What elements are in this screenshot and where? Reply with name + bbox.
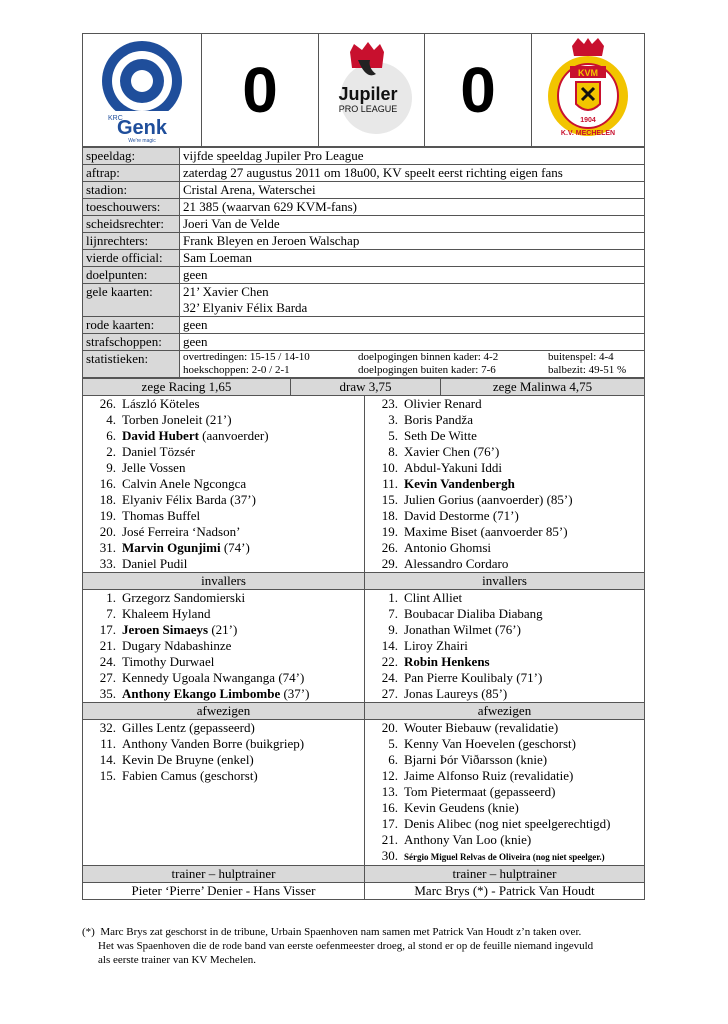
player-number: 21. xyxy=(381,832,398,847)
info-label: toeschouwers: xyxy=(83,199,180,216)
info-value: Sam Loeman xyxy=(180,250,645,267)
player-note: (enkel) xyxy=(213,752,254,767)
footnote xyxy=(82,925,652,967)
player-name: Grzegorz Sandomierski xyxy=(122,590,246,605)
player-name: Anthony Vanden Borre xyxy=(122,736,243,751)
player-note: (71’) xyxy=(489,508,519,523)
player-number: 24. xyxy=(381,670,398,685)
info-row xyxy=(83,250,645,267)
red-cards-label: rode kaarten: xyxy=(83,317,180,334)
player-number: 19. xyxy=(381,524,398,539)
stat-offside: buitenspel: 4-4 xyxy=(548,351,614,363)
player-note: (nog niet speelgerechtigd) xyxy=(471,816,611,831)
player-row xyxy=(83,622,645,638)
player-name: Jonathan Wilmet xyxy=(404,622,492,637)
player-number: 17. xyxy=(381,816,398,831)
trainers-away: Marc Brys (*) - Patrick Van Houdt xyxy=(365,883,645,900)
player-name: Antonio Ghomsi xyxy=(404,540,492,555)
player-cell xyxy=(365,768,645,784)
player-number: 8. xyxy=(388,444,398,459)
home-score: 0 xyxy=(242,54,278,126)
trainer-row xyxy=(83,883,645,900)
player-note: (nog niet speelger.) xyxy=(530,852,605,862)
player-cell xyxy=(83,460,365,476)
player-number: 15. xyxy=(99,768,116,783)
player-name: Jelle Vossen xyxy=(122,460,186,475)
footnote-line-2: Het was Spaenhoven die de rode band van eerste oefenmeester droeg, al stond er op de feuille niemand ingevuld xyxy=(98,940,594,952)
player-row xyxy=(83,768,645,784)
player-name: Daniel Pudil xyxy=(122,556,188,571)
player-name: Wouter Biebauw xyxy=(404,720,492,735)
genk-logo-sub: KRC xyxy=(108,115,123,122)
player-cell xyxy=(83,396,365,412)
penalties-label: strafschoppen: xyxy=(83,334,180,351)
player-row xyxy=(83,540,645,556)
trainer-header xyxy=(83,866,645,883)
player-number: 9. xyxy=(106,460,116,475)
player-name: Alessandro Cordaro xyxy=(404,556,509,571)
penalties-row xyxy=(83,334,645,351)
player-name: Boubacar Dialiba Diabang xyxy=(404,606,543,621)
player-cell xyxy=(365,428,645,444)
player-cell xyxy=(83,540,365,556)
player-number: 4. xyxy=(106,412,116,427)
player-number: 19. xyxy=(99,508,116,523)
home-logo-cell xyxy=(83,34,202,146)
player-number: 35. xyxy=(99,686,116,701)
player-name: Abdul-Yakuni Iddi xyxy=(404,460,502,475)
player-number: 5. xyxy=(388,736,398,751)
yellow-cards-row xyxy=(83,284,645,317)
player-name: Denis Alibec xyxy=(404,816,472,831)
player-number: 18. xyxy=(381,508,398,523)
player-cell xyxy=(83,670,365,686)
subs-label-away: invallers xyxy=(365,573,645,590)
genk-logo-name: Genk xyxy=(116,117,168,139)
player-cell xyxy=(365,396,645,412)
player-cell xyxy=(83,654,365,670)
player-note: (geschorst) xyxy=(514,736,576,751)
player-number: 9. xyxy=(388,622,398,637)
player-note: (37’) xyxy=(280,686,310,701)
player-cell xyxy=(365,412,645,428)
player-row xyxy=(83,508,645,524)
player-name: Anthony Van Loo xyxy=(404,832,497,847)
player-cell xyxy=(365,444,645,460)
odds-draw: draw 3,75 xyxy=(291,379,441,396)
player-number: 33. xyxy=(99,556,116,571)
player-note: (85’) xyxy=(478,686,508,701)
player-name: Seth De Witte xyxy=(404,428,477,443)
player-number: 26. xyxy=(381,540,398,555)
player-cell xyxy=(365,670,645,686)
player-cell xyxy=(83,768,365,784)
player-number: 12. xyxy=(381,768,398,783)
player-number: 29. xyxy=(381,556,398,571)
player-name: Anthony Ekango Limbombe xyxy=(122,686,281,701)
info-value: vijfde speeldag Jupiler Pro League xyxy=(180,148,645,165)
match-info-table xyxy=(82,147,645,378)
player-cell xyxy=(365,720,645,737)
trainer-label-home: trainer – hulptrainer xyxy=(83,866,365,883)
home-score-cell xyxy=(202,34,319,146)
stat-corners: hoekschoppen: 2-0 / 2-1 xyxy=(183,364,290,376)
player-note: (revalidatie) xyxy=(506,768,574,783)
player-name: Calvin Anele Ngcongca xyxy=(122,476,247,491)
player-number: 16. xyxy=(99,476,116,491)
player-cell xyxy=(365,832,645,848)
player-note: (aanvoerder) xyxy=(198,428,269,443)
yellow-cards-label: gele kaarten: xyxy=(83,284,180,317)
player-row xyxy=(83,590,645,607)
player-row xyxy=(83,412,645,428)
odds-home: zege Racing 1,65 xyxy=(83,379,291,396)
player-note: (buikgriep) xyxy=(242,736,305,751)
away-score: 0 xyxy=(460,54,496,126)
player-number: 2. xyxy=(106,444,116,459)
lineups-table xyxy=(82,396,645,900)
kvm-logo-year: 1904 xyxy=(580,117,596,124)
player-name: David Destorme xyxy=(404,508,490,523)
jupiler-pro-league-logo xyxy=(326,40,418,140)
player-note: (gepasseerd) xyxy=(486,784,556,799)
player-number: 30. xyxy=(381,848,398,863)
player-row xyxy=(83,396,645,412)
player-cell xyxy=(365,622,645,638)
player-number: 1. xyxy=(106,590,116,605)
player-cell xyxy=(365,686,645,703)
info-label: scheidsrechter: xyxy=(83,216,180,233)
player-number: 10. xyxy=(381,460,398,475)
player-number: 31. xyxy=(99,540,116,555)
player-note: (76’) xyxy=(470,444,500,459)
info-row xyxy=(83,199,645,216)
player-name: Kevin Geudens xyxy=(404,800,485,815)
statistics-value xyxy=(180,351,645,378)
player-number: 14. xyxy=(99,752,116,767)
absent-label-away: afwezigen xyxy=(365,703,645,720)
player-row xyxy=(83,752,645,768)
empty-cell xyxy=(83,816,365,832)
player-row xyxy=(83,460,645,476)
player-row xyxy=(83,476,645,492)
player-number: 16. xyxy=(381,800,398,815)
info-label: vierde official: xyxy=(83,250,180,267)
player-cell xyxy=(365,736,645,752)
info-value: zaterdag 27 augustus 2011 om 18u00, KV speelt eerst richting eigen fans xyxy=(180,165,645,182)
away-score-cell xyxy=(425,34,532,146)
player-cell xyxy=(83,736,365,752)
player-cell xyxy=(83,412,365,428)
player-number: 24. xyxy=(99,654,116,669)
player-name: José Ferreira ‘Nadson’ xyxy=(122,524,241,539)
player-number: 13. xyxy=(381,784,398,799)
player-name: Maxime Biset xyxy=(404,524,478,539)
player-row xyxy=(83,524,645,540)
info-row xyxy=(83,182,645,199)
player-row xyxy=(83,444,645,460)
player-name: Julien Gorius xyxy=(404,492,474,507)
trainer-label-away: trainer – hulptrainer xyxy=(365,866,645,883)
info-row xyxy=(83,148,645,165)
player-number: 26. xyxy=(99,396,116,411)
player-name: Daniel Tözsér xyxy=(122,444,196,459)
info-label: speeldag: xyxy=(83,148,180,165)
player-name: Kevin Vandenbergh xyxy=(404,476,515,491)
info-row xyxy=(83,165,645,182)
player-cell xyxy=(83,720,365,737)
player-cell xyxy=(365,476,645,492)
player-number: 32. xyxy=(99,720,116,735)
player-row xyxy=(83,606,645,622)
player-cell xyxy=(365,752,645,768)
player-name: Jaime Alfonso Ruiz xyxy=(404,768,507,783)
player-name: Thomas Buffel xyxy=(122,508,201,523)
player-number: 15. xyxy=(381,492,398,507)
stat-shots-off-target: doelpogingen buiten kader: 7-6 xyxy=(358,364,496,376)
empty-cell xyxy=(83,848,365,866)
player-name: Dugary Ndabashinze xyxy=(122,638,232,653)
player-note: (74’) xyxy=(275,670,305,685)
league-logo-cell xyxy=(319,34,425,146)
subs-label-home: invallers xyxy=(83,573,365,590)
player-name: Khaleem Hyland xyxy=(122,606,211,621)
info-label: aftrap: xyxy=(83,165,180,182)
player-cell xyxy=(365,590,645,607)
stat-shots-on-target: doelpogingen binnen kader: 4-2 xyxy=(358,351,499,363)
stat-possession: balbezit: 49-51 % xyxy=(548,364,627,376)
kvm-logo-top: KVM xyxy=(578,68,598,78)
player-number: 11. xyxy=(382,476,398,491)
player-cell xyxy=(365,638,645,654)
player-cell xyxy=(365,524,645,540)
player-name: Jonas Laureys xyxy=(404,686,479,701)
player-note: (knie) xyxy=(496,832,532,847)
player-note: (21’) xyxy=(208,622,238,637)
player-number: 1. xyxy=(388,590,398,605)
info-value: Joeri Van de Velde xyxy=(180,216,645,233)
genk-logo xyxy=(94,37,190,143)
subs-header xyxy=(83,573,645,590)
player-number: 5. xyxy=(388,428,398,443)
player-cell xyxy=(365,654,645,670)
player-note: (geschorst) xyxy=(196,768,258,783)
player-row xyxy=(83,670,645,686)
red-cards-value: geen xyxy=(180,317,645,334)
odds-table xyxy=(82,378,645,396)
player-cell xyxy=(83,476,365,492)
empty-cell xyxy=(83,800,365,816)
player-note: (knie) xyxy=(512,752,548,767)
player-cell xyxy=(83,606,365,622)
player-number: 7. xyxy=(106,606,116,621)
player-cell xyxy=(83,524,365,540)
player-cell xyxy=(83,428,365,444)
player-name: Marvin Ogunjimi xyxy=(122,540,221,555)
player-name: Liroy Zhairi xyxy=(404,638,468,653)
player-number: 20. xyxy=(381,720,398,735)
player-cell xyxy=(365,556,645,573)
odds-away: zege Malinwa 4,75 xyxy=(441,379,645,396)
player-name: Jeroen Simaeys xyxy=(122,622,209,637)
player-name: Gilles Lentz xyxy=(122,720,186,735)
statistics-row xyxy=(83,351,645,378)
footnote-line-3: als eerste trainer van KV Mechelen. xyxy=(98,954,257,966)
footnote-line-1: Marc Brys zat geschorst in de tribune, Urbain Spaenhoven nam samen met Patrick Van Houdt z’n taken over. xyxy=(100,926,582,938)
player-name: Olivier Renard xyxy=(404,396,482,411)
player-note: (aanvoerder) (85’) xyxy=(473,492,573,507)
player-note: (aanvoerder 85’) xyxy=(477,524,568,539)
player-name: Xavier Chen xyxy=(404,444,471,459)
info-value: Cristal Arena, Waterschei xyxy=(180,182,645,199)
player-cell xyxy=(365,606,645,622)
match-header xyxy=(82,33,645,147)
player-name: Timothy Durwael xyxy=(122,654,215,669)
player-row xyxy=(83,686,645,703)
match-sheet xyxy=(82,33,645,900)
info-row xyxy=(83,216,645,233)
player-cell xyxy=(365,800,645,816)
player-name: Kenny Van Hoevelen xyxy=(404,736,515,751)
player-name: Kennedy Ugoala Nwanganga xyxy=(122,670,276,685)
player-row xyxy=(83,428,645,444)
player-name: Pan Pierre Koulibaly xyxy=(404,670,514,685)
player-row xyxy=(83,832,645,848)
player-number: 6. xyxy=(106,428,116,443)
player-row xyxy=(83,816,645,832)
player-name: Bjarni Þór Viðarsson xyxy=(404,752,513,767)
kvm-logo-bottom: K.V. MECHELEN xyxy=(560,130,616,137)
player-cell xyxy=(365,784,645,800)
player-number: 23. xyxy=(381,396,398,411)
player-cell xyxy=(83,752,365,768)
goals-row xyxy=(83,267,645,284)
player-row xyxy=(83,800,645,816)
player-name: Boris Pandža xyxy=(404,412,473,427)
footnote-mark: (*) xyxy=(82,926,95,938)
player-number: 17. xyxy=(99,622,116,637)
player-cell xyxy=(83,638,365,654)
away-logo-cell xyxy=(532,34,644,146)
player-number: 14. xyxy=(381,638,398,653)
player-row xyxy=(83,720,645,737)
info-value: 21 385 (waarvan 629 KVM-fans) xyxy=(180,199,645,216)
player-name: David Hubert xyxy=(122,428,199,443)
player-cell xyxy=(365,508,645,524)
player-row xyxy=(83,556,645,573)
player-name: László Köteles xyxy=(122,396,200,411)
player-cell xyxy=(83,508,365,524)
player-cell xyxy=(83,686,365,703)
player-note: (knie) xyxy=(484,800,519,815)
goals-label: doelpunten: xyxy=(83,267,180,284)
info-label: lijnrechters: xyxy=(83,233,180,250)
kv-mechelen-logo xyxy=(542,38,634,142)
player-row xyxy=(83,784,645,800)
goals-value: geen xyxy=(180,267,645,284)
player-number: 22. xyxy=(381,654,398,669)
player-cell xyxy=(83,492,365,508)
empty-cell xyxy=(83,784,365,800)
player-number: 27. xyxy=(99,670,116,685)
player-name: Clint Alliet xyxy=(404,590,463,605)
player-cell xyxy=(83,444,365,460)
player-name: Robin Henkens xyxy=(404,654,490,669)
player-row xyxy=(83,848,645,866)
player-number: 7. xyxy=(388,606,398,621)
player-cell xyxy=(365,848,645,866)
player-row xyxy=(83,638,645,654)
player-name: Kevin De Bruyne xyxy=(122,752,214,767)
player-cell xyxy=(365,540,645,556)
player-name: Fabien Camus xyxy=(122,768,197,783)
player-row xyxy=(83,736,645,752)
player-name: Torben Joneleit xyxy=(122,412,203,427)
penalties-value: geen xyxy=(180,334,645,351)
player-number: 21. xyxy=(99,638,116,653)
yellow-card-2: 32’ Elyaniv Félix Barda xyxy=(183,300,308,315)
info-row xyxy=(83,233,645,250)
player-number: 18. xyxy=(99,492,116,507)
empty-cell xyxy=(83,832,365,848)
statistics-label: statistieken: xyxy=(83,351,180,378)
player-cell xyxy=(365,816,645,832)
yellow-card-1: 21’ Xavier Chen xyxy=(183,284,269,299)
trainers-home: Pieter ‘Pierre’ Denier - Hans Visser xyxy=(83,883,365,900)
player-number: 20. xyxy=(99,524,116,539)
player-note: (71’) xyxy=(513,670,543,685)
info-label: stadion: xyxy=(83,182,180,199)
red-cards-row xyxy=(83,317,645,334)
player-note: (gepasseerd) xyxy=(185,720,255,735)
player-number: 3. xyxy=(388,412,398,427)
player-number: 11. xyxy=(100,736,116,751)
player-cell xyxy=(365,460,645,476)
league-logo-name: Jupiler xyxy=(337,84,398,104)
player-name: Elyaniv Félix Barda xyxy=(122,492,227,507)
player-note: (revalidatie) xyxy=(491,720,559,735)
player-cell xyxy=(83,590,365,607)
player-note: (76’) xyxy=(491,622,521,637)
player-note: (74’) xyxy=(220,540,250,555)
player-row xyxy=(83,654,645,670)
player-number: 6. xyxy=(388,752,398,767)
yellow-cards-value xyxy=(180,284,645,317)
league-logo-sub: PRO LEAGUE xyxy=(338,104,397,114)
player-cell xyxy=(83,622,365,638)
genk-logo-slogan: We're magic xyxy=(128,138,156,143)
absent-label-home: afwezigen xyxy=(83,703,365,720)
absent-header xyxy=(83,703,645,720)
player-note: (37’) xyxy=(226,492,256,507)
player-note: (21’) xyxy=(202,412,232,427)
player-cell xyxy=(83,556,365,573)
player-name: Sérgio Miguel Relvas de Oliveira xyxy=(404,852,531,862)
player-row xyxy=(83,492,645,508)
info-value: Frank Bleyen en Jeroen Walschap xyxy=(180,233,645,250)
player-number: 27. xyxy=(381,686,398,701)
player-cell xyxy=(365,492,645,508)
stat-fouls: overtredingen: 15-15 / 14-10 xyxy=(183,351,310,363)
player-name: Tom Pietermaat xyxy=(404,784,487,799)
